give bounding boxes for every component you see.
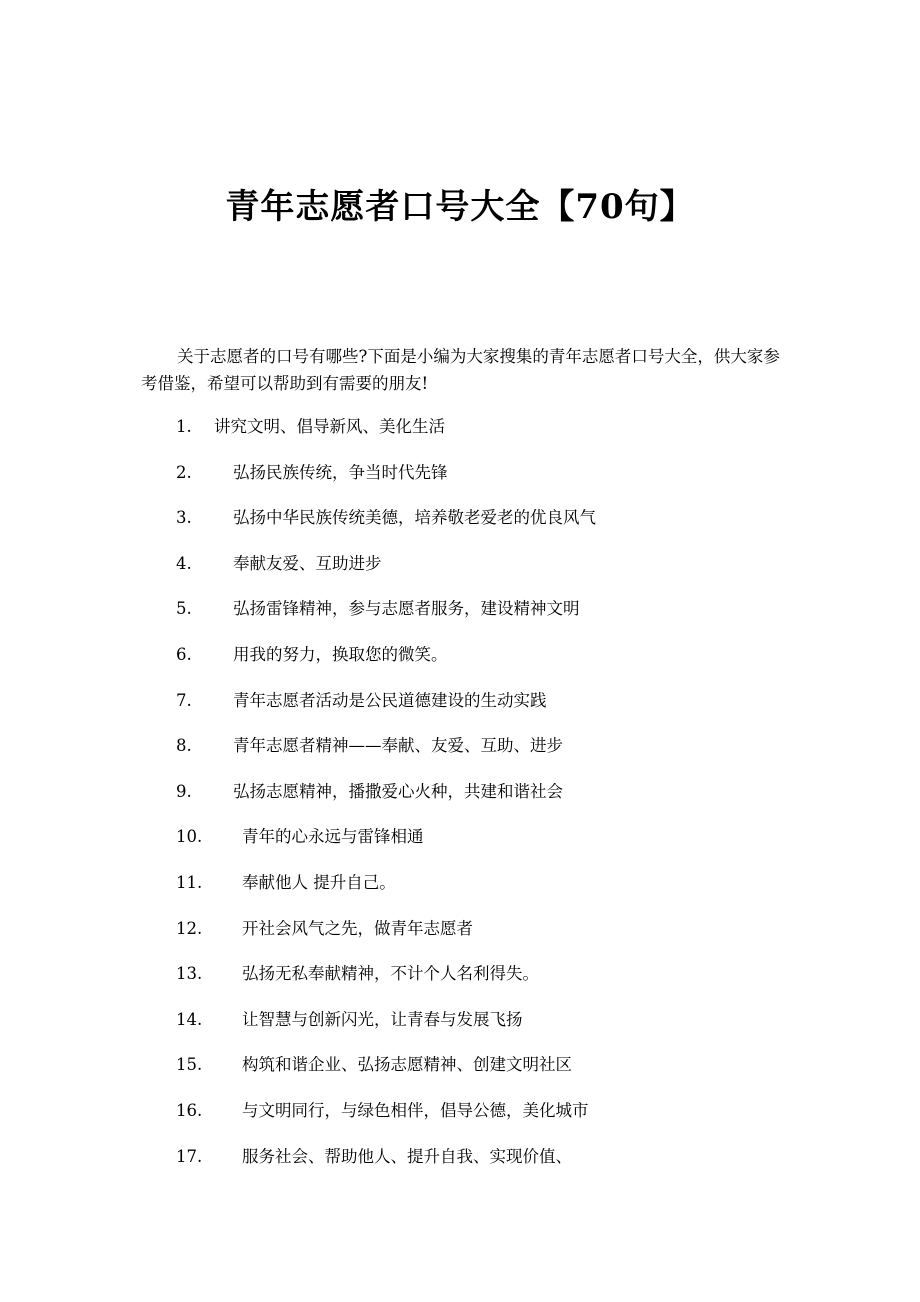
list-item [0,687,920,733]
list-item [0,960,920,1006]
item-number: 1. [176,417,192,436]
item-number: 8. [176,736,192,756]
intro-paragraph: 关于志愿者的口号有哪些?下面是小编为大家搜集的青年志愿者口号大全，供大家参考借鉴，希望可以帮助到有需要的朋友! [141,347,780,393]
item-number: 9. [176,781,192,801]
item-text: 弘扬中华民族传统美德，培养敬老爱老的优良风气 [233,508,596,528]
item-text: 青年志愿者活动是公民道德建设的生动实践 [233,690,547,710]
list-item [0,459,920,505]
list-item [0,413,920,459]
item-number: 11. [176,872,203,892]
item-number: 16. [176,1100,203,1120]
item-text: 讲究文明、倡导新风、美化生活 [214,417,445,436]
item-number: 2. [176,462,192,482]
item-number: 4. [176,553,192,573]
item-number: 12. [176,918,203,938]
item-text: 弘扬民族传统，争当时代先锋 [233,462,448,482]
item-number: 3. [176,508,192,528]
slogan-list [0,413,920,1188]
list-item [0,915,920,961]
list-item [0,1143,920,1189]
item-text: 弘扬无私奉献精神，不计个人名利得失。 [242,964,539,984]
item-text: 与文明同行，与绿色相伴，倡导公德，美化城市 [242,1100,589,1120]
item-text: 构筑和谐企业、弘扬志愿精神、创建文明社区 [242,1055,572,1075]
item-text: 开社会风气之先，做青年志愿者 [242,918,473,938]
list-item [0,823,920,869]
list-item [0,641,920,687]
item-text: 让智慧与创新闪光，让青春与发展飞扬 [242,1009,523,1029]
item-number: 14. [176,1009,203,1029]
list-item [0,595,920,641]
item-text: 奉献他人 提升自己。 [242,872,396,892]
item-number: 7. [176,690,192,710]
page-title: 青年志愿者口号大全【70句】 [225,187,695,227]
item-text: 用我的努力，换取您的微笑。 [233,644,448,664]
item-number: 10. [176,827,203,847]
item-number: 5. [176,599,192,619]
item-text: 服务社会、帮助他人、提升自我、实现价值、 [242,1146,572,1166]
list-item [0,504,920,550]
list-item [0,1051,920,1097]
item-number: 15. [176,1055,203,1075]
list-item [0,1006,920,1052]
list-item [0,732,920,778]
item-text: 弘扬雷锋精神，参与志愿者服务，建设精神文明 [233,599,580,619]
list-item [0,550,920,596]
item-number: 17. [176,1146,203,1166]
list-item [0,869,920,915]
item-text: 青年的心永远与雷锋相通 [242,827,424,847]
item-text: 弘扬志愿精神，播撒爱心火种，共建和谐社会 [233,781,563,801]
item-number: 13. [176,964,203,984]
item-number: 6. [176,644,192,664]
item-text: 青年志愿者精神——奉献、友爱、互助、进步 [233,736,563,756]
list-item [0,778,920,824]
list-item [0,1097,920,1143]
item-text: 奉献友爱、互助进步 [233,553,382,573]
